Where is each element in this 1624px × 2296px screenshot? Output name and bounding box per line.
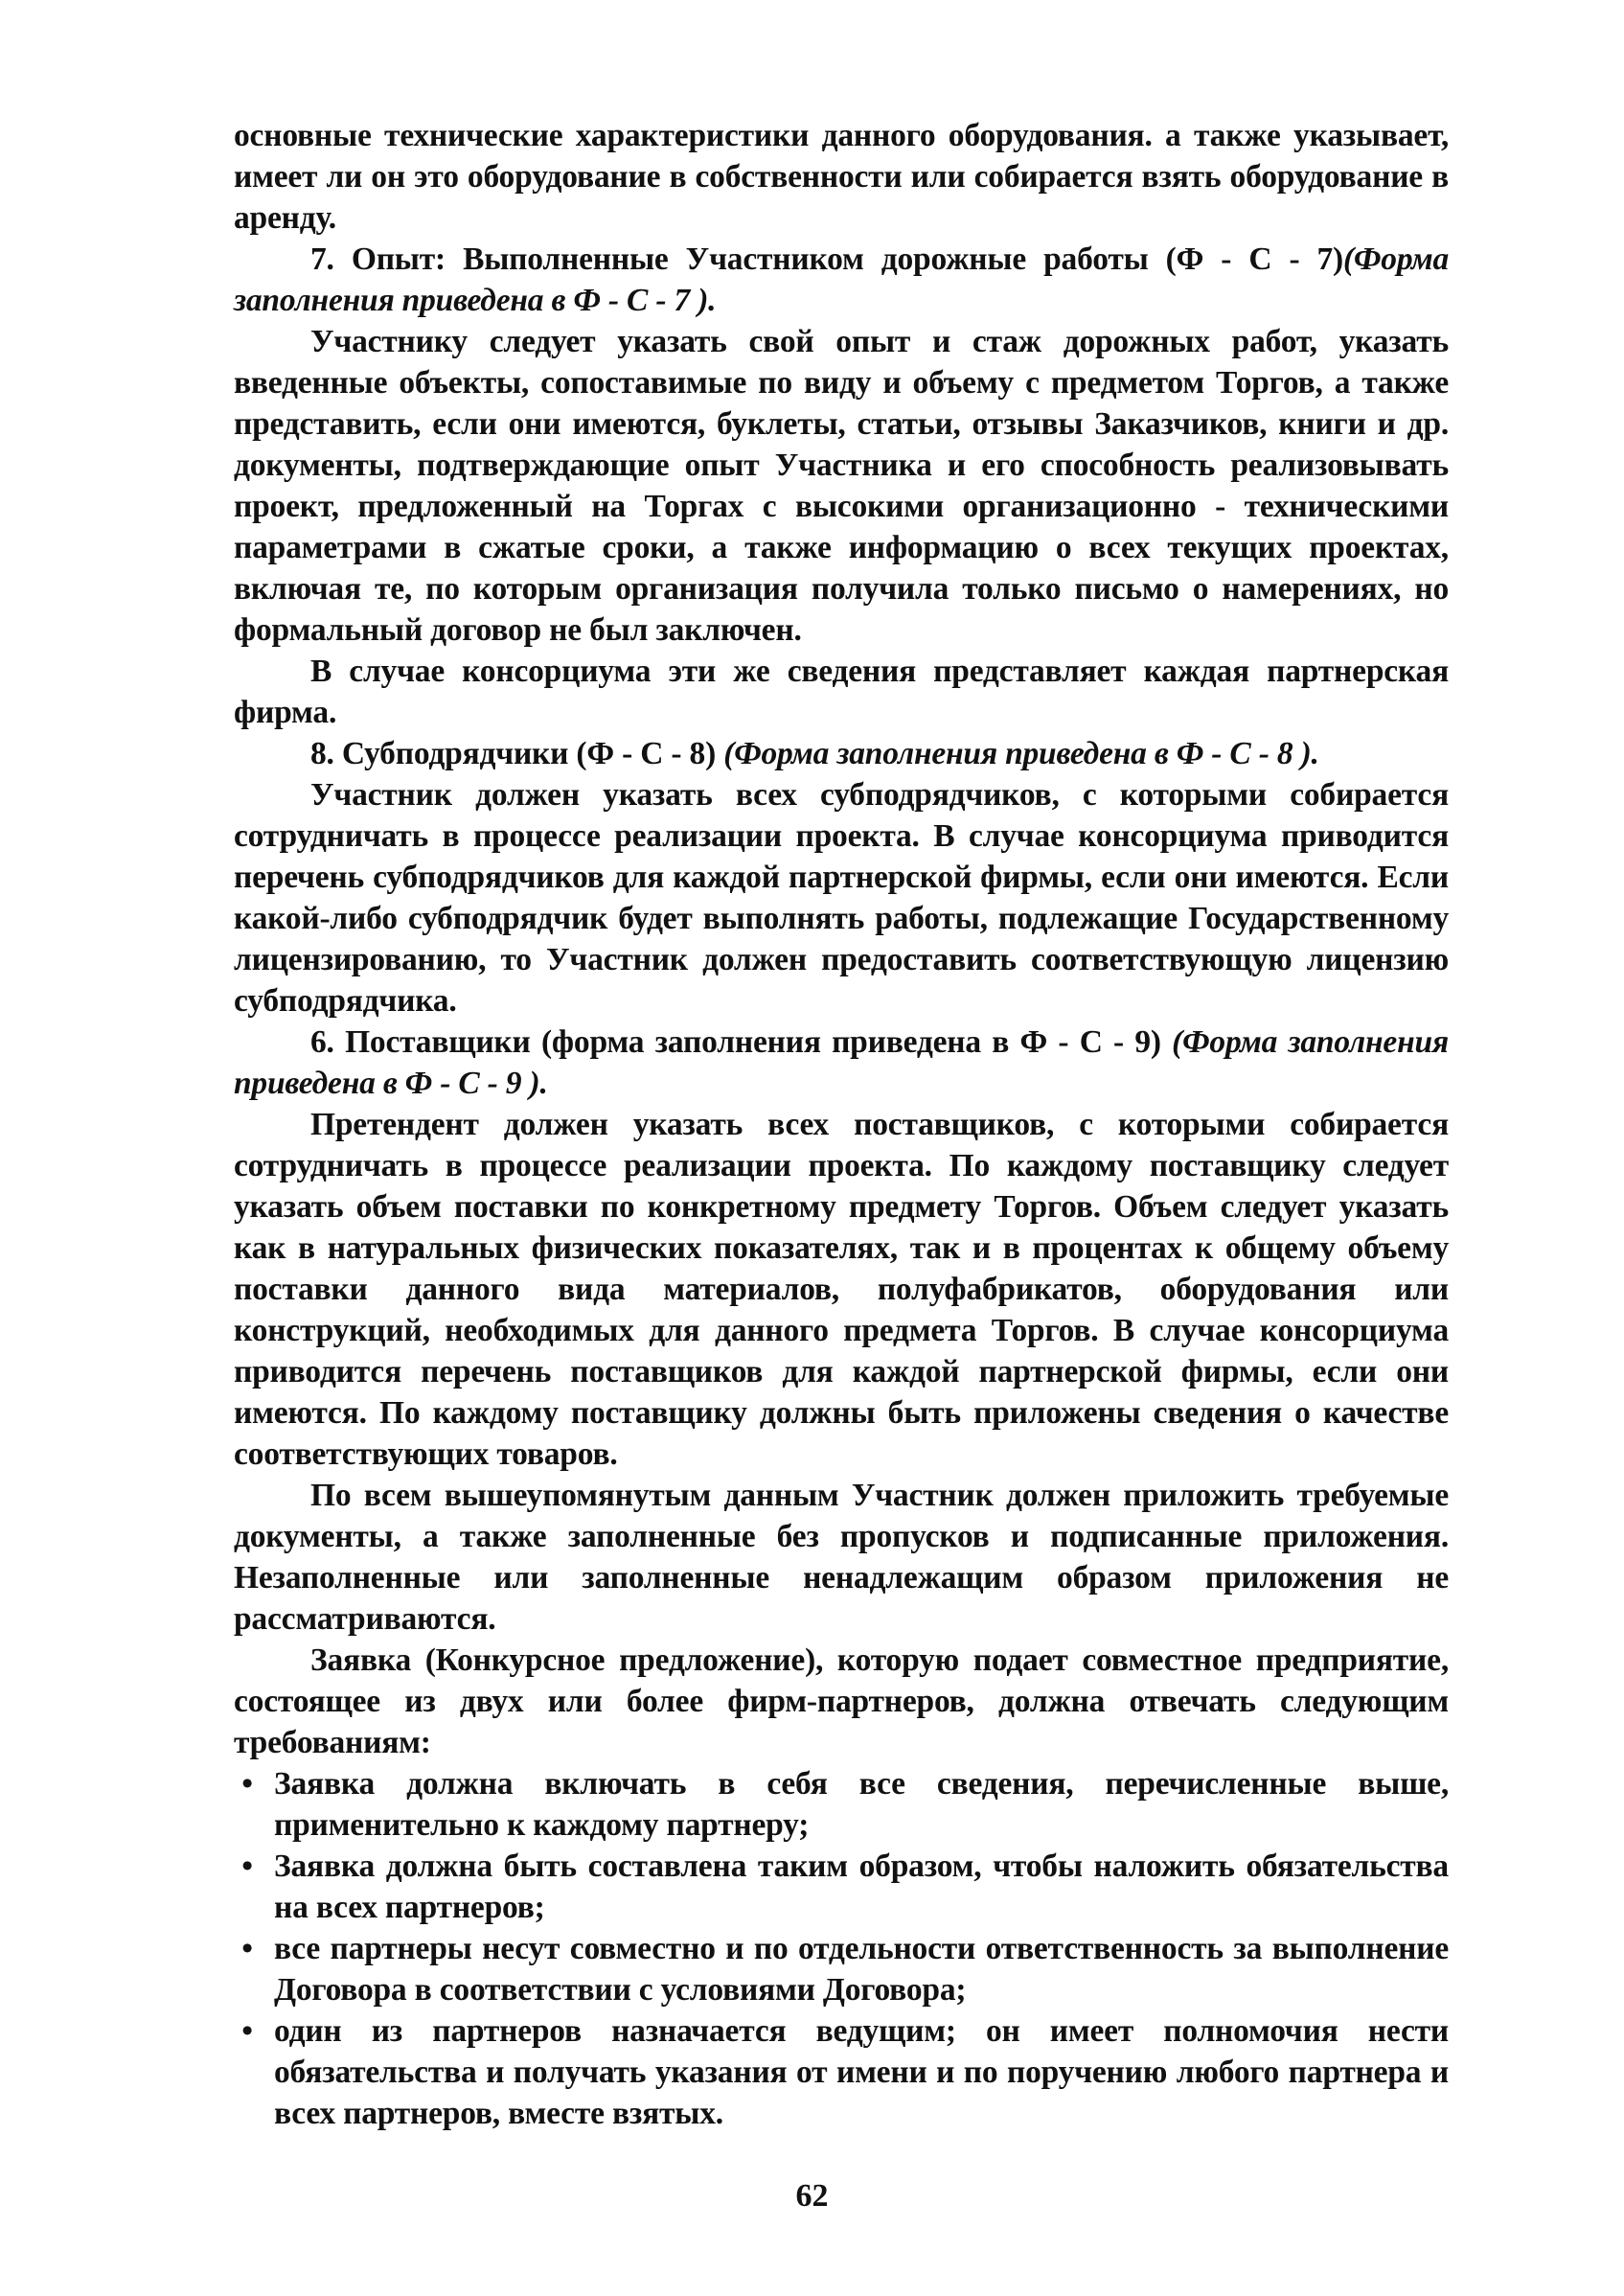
paragraph-experience-details: Участнику следует указать свой опыт и стаж дорожных работ, указать введенные объекты, сопоставимые по виду и объему с предметом Торгов, а также представить, если они имеются, буклеты, статьи, отзывы Заказчиков, книги и др. документы, подтверждающие опыт Участника и его способность реализовывать проект, предложенный на Торгах с высокими организационно - техническими параметрами в сжатые сроки, а также информацию о всех текущих проектах, включая те, по которым организация получила только письмо о намерениях, но формальный договор не был заключен. — [234, 324, 1449, 648]
list-item — [234, 1763, 1449, 1846]
list-item-text: все партнеры несут совместно и по отдельности ответственность за выполнение Договора в соответствии с условиями Договора; — [274, 1931, 1449, 2008]
list-item-text: один из партнеров назначается ведущим; он имеет полномочия нести обязательства и получать указания от имени и по поручению любого партнера и всех партнеров, вместе взятых. — [274, 2013, 1449, 2131]
paragraph-required-documents: По всем вышеупомянутым данным Участник должен приложить требуемые документы, а также заполненные без пропусков и подписанные приложения. Незаполненные или заполненные ненадлежащим образом приложения не рассматриваются. — [234, 1478, 1449, 1637]
paragraph-consortium-note: В случае консорциума эти же сведения представляет каждая партнерская фирма. — [234, 654, 1449, 730]
section-8-heading: 8. Субподрядчики (Ф - С - 8) — [310, 736, 724, 771]
list-item-text: Заявка должна включать в себя все сведения, перечисленные выше, применительно к каждому партнеру; — [274, 1766, 1449, 1843]
section-8-subcontractors — [234, 733, 1449, 774]
section-7-experience — [234, 239, 1449, 321]
bullet-icon: • — [241, 1848, 253, 1884]
paragraph-subcontractors-details: Участник должен указать всех субподрядчиков, с которыми собирается сотрудничать в процессе реализации проекта. В случае консорциума приводится перечень субподрядчиков для каждой партнерской фирмы, если они имеются. Если какой-либо субподрядчик будет выполнять работы, подлежащие Государственному лицензированию, то Участник должен предоставить соответствующую лицензию субподрядчика. — [234, 777, 1449, 1019]
bullet-icon: • — [241, 1766, 253, 1802]
paragraph-equipment-ownership: основные технические характеристики данного оборудования. а также указывает, имеет ли он это оборудование в собственности или собирается взять оборудование в аренду. — [234, 118, 1449, 236]
page-body — [234, 115, 1449, 2134]
bullet-icon: • — [241, 2013, 253, 2049]
paragraph-joint-venture-requirements: Заявка (Конкурсное предложение), которую подает совместное предприятие, состоящее из двух или более фирм-партнеров, должна отвечать следующим требованиям: — [234, 1642, 1449, 1760]
page-number: 62 — [795, 2178, 829, 2214]
section-7-form-reference: (Форма заполнения приведена в Ф - С - 7 ). — [234, 241, 1449, 318]
list-item-text: Заявка должна быть составлена таким образом, чтобы наложить обязательства на всех партнеров; — [274, 1848, 1449, 1925]
list-item — [234, 1846, 1449, 1928]
requirements-list — [234, 1763, 1449, 2134]
bullet-icon: • — [241, 1931, 253, 1966]
list-item — [234, 2010, 1449, 2134]
section-8-form-reference: (Форма заполнения приведена в Ф - С - 8 ). — [723, 736, 1319, 771]
section-6-form-reference: (Форма заполнения приведена в Ф - С - 9 ). — [234, 1024, 1449, 1101]
section-6-heading: 6. Поставщики (форма заполнения приведена в Ф - С - 9) — [310, 1024, 1173, 1060]
paragraph-suppliers-details: Претендент должен указать всех поставщиков, с которыми собирается сотрудничать в процессе реализации проекта. По каждому поставщику следует указать объем поставки по конкретному предмету Торгов. Объем следует указать как в натуральных физических показателях, так и в процентах к общему объему поставки данного вида материалов, полуфабрикатов, оборудования или конструкций, необходимых для данного предмета Торгов. В случае консорциума приводится перечень поставщиков для каждой партнерской фирмы, если они имеются. По каждому поставщику должны быть приложены сведения о качестве соответствующих товаров. — [234, 1107, 1449, 1472]
list-item — [234, 1928, 1449, 2010]
section-6-suppliers — [234, 1022, 1449, 1104]
section-7-heading: 7. Опыт: Выполненные Участником дорожные работы (Ф - С - 7) — [310, 241, 1344, 277]
